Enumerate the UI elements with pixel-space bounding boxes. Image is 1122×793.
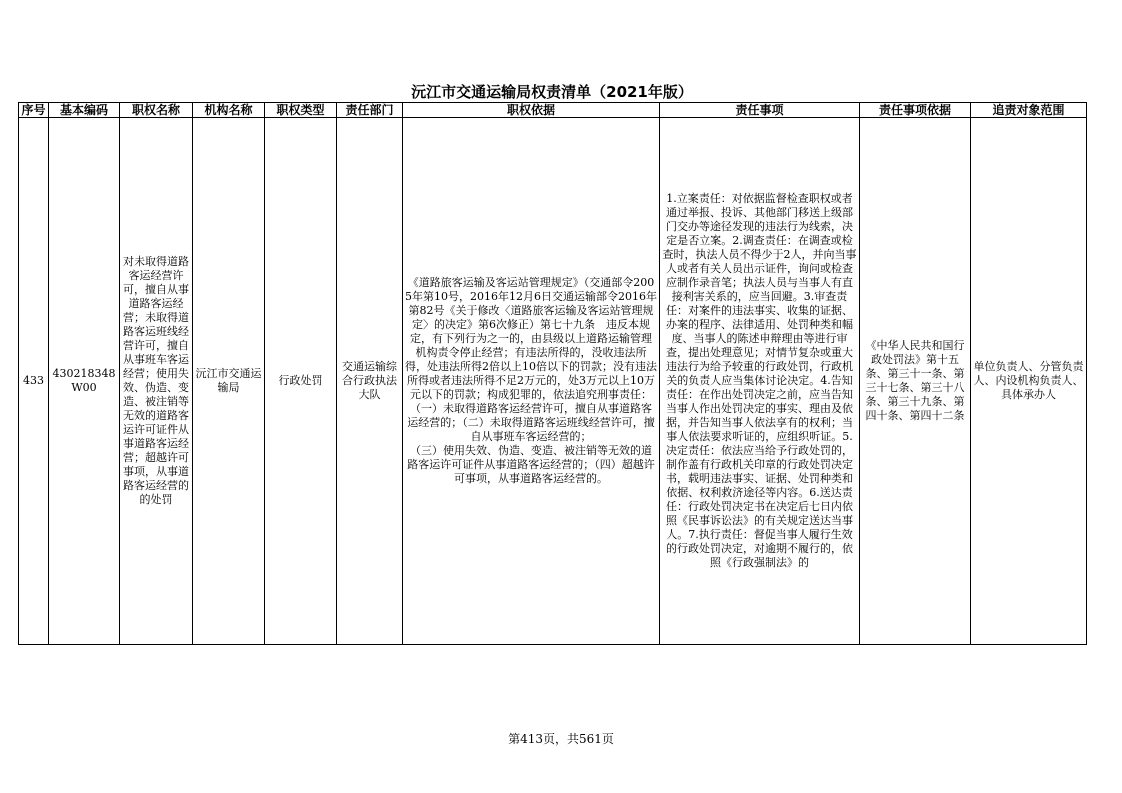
table-header-row	[19, 103, 1087, 118]
cell-basis	[403, 118, 660, 645]
cell-code: 430218348W00	[49, 118, 120, 645]
cell-responsibility: 1.立案责任：对依据监督检查职权或者通过举报、投诉、其他部门移送上级部门交办等途径发现的违法行为线索，决定是否立案。2.调查责任：在调查或检查时，执法人员不得少于2人，并向当事人或者有关人员出示证件，询问或检查应制作录音笔；执法人员与当事人有直接利害关系的，应当回避。3.审查责任：对案件的违法事实、收集的证据、办案的程序、法律适用、处罚种类和幅度、当事人的陈述申辩理由等进行审查，提出处理意见；对情节复杂或重大违法行为给予较重的行政处罚，行政机关的负责人应当集体讨论决定。4.告知责任：在作出处罚决定之前，应当告知当事人作出处罚决定的事实、理由及依据，并告知当事人依法享有的权利；当事人依法要求听证的，应组织听证。5.决定责任：依法应当给予行政处罚的，制作盖有行政机关印章的行政处罚决定书，载明违法事实、证据、处罚种类和依据、权利救济途径等内容。6.送达责任：行政处罚决定书在决定后七日内依照《民事诉讼法》的有关规定送达当事人。7.执行责任：督促当事人履行生效的行政处罚决定，对逾期不履行的，依照《行政强制法》的	[660, 118, 860, 645]
document-title: 沅江市交通运输局权责清单（2021年版）	[411, 83, 693, 101]
column-header-accountability: 追责对象范围	[971, 103, 1087, 118]
column-header-power-type: 职权类型	[265, 103, 337, 118]
table-row	[19, 118, 1087, 645]
column-header-seq: 序号	[19, 103, 49, 118]
cell-resp-basis: 《中华人民共和国行政处罚法》第十五条、第三十一条、第三十七条、第三十八条、第三十九条、第四十条、第四十二条	[860, 118, 971, 645]
cell-power-name: 对未取得道路客运经营许可，擅自从事道路客运经营；未取得道路客运班线经营许可，擅自从事班车客运经营；使用失效、伪造、变造、被注销等无效的道路客运许可证件从事道路客运经营；超越许可事项，从事道路客运经营的的处罚	[120, 118, 193, 645]
cell-seq: 433	[19, 118, 49, 645]
column-header-org-name: 机构名称	[193, 103, 265, 118]
column-header-code: 基本编码	[49, 103, 120, 118]
cell-power-type: 行政处罚	[265, 118, 337, 645]
cell-accountability: 单位负责人、分管负责人、内设机构负责人、具体承办人	[971, 118, 1087, 645]
basis-tail-text: （三）使用失效、伪造、变造、被注销等无效的道路客运许可证件从事道路客运经营的；（四）超越许可事项，从事道路客运经营的。	[407, 444, 655, 485]
page-number: 第413页，共561页	[508, 732, 614, 746]
column-header-responsibility: 责任事项	[660, 103, 860, 118]
column-header-power-name: 职权名称	[120, 103, 193, 118]
column-header-resp-basis: 责任事项依据	[860, 103, 971, 118]
column-header-dept: 责任部门	[337, 103, 403, 118]
power-list-table	[18, 102, 1087, 645]
column-header-basis: 职权依据	[403, 103, 660, 118]
cell-dept: 交通运输综合行政执法大队	[337, 118, 403, 645]
basis-main-text: 《道路旅客运输及客运站管理规定》（交通部令2005年第10号，2016年12月6日交通运输部令2016年第82号《关于修改〈道路旅客运输及客运站管理规定〉的决定》第6次修正）第七十九条 违反本规定，有下列行为之一的，由县级以上道路运输管理机构责令停止经营；有违法所得的，没收违法所得，处违法所得2倍以上10倍以下的罚款；没有违法所得或者违法所得不足2万元的，处3万元以上10万元以下的罚款；构成犯罪的，依法追究刑事责任：（一）未取得道路客运经营许可，擅自从事道路客运经营的；（二）未取得道路客运班线经营许可，擅自从事班车客运经营的；	[405, 276, 657, 443]
cell-org-name: 沅江市交通运输局	[193, 118, 265, 645]
